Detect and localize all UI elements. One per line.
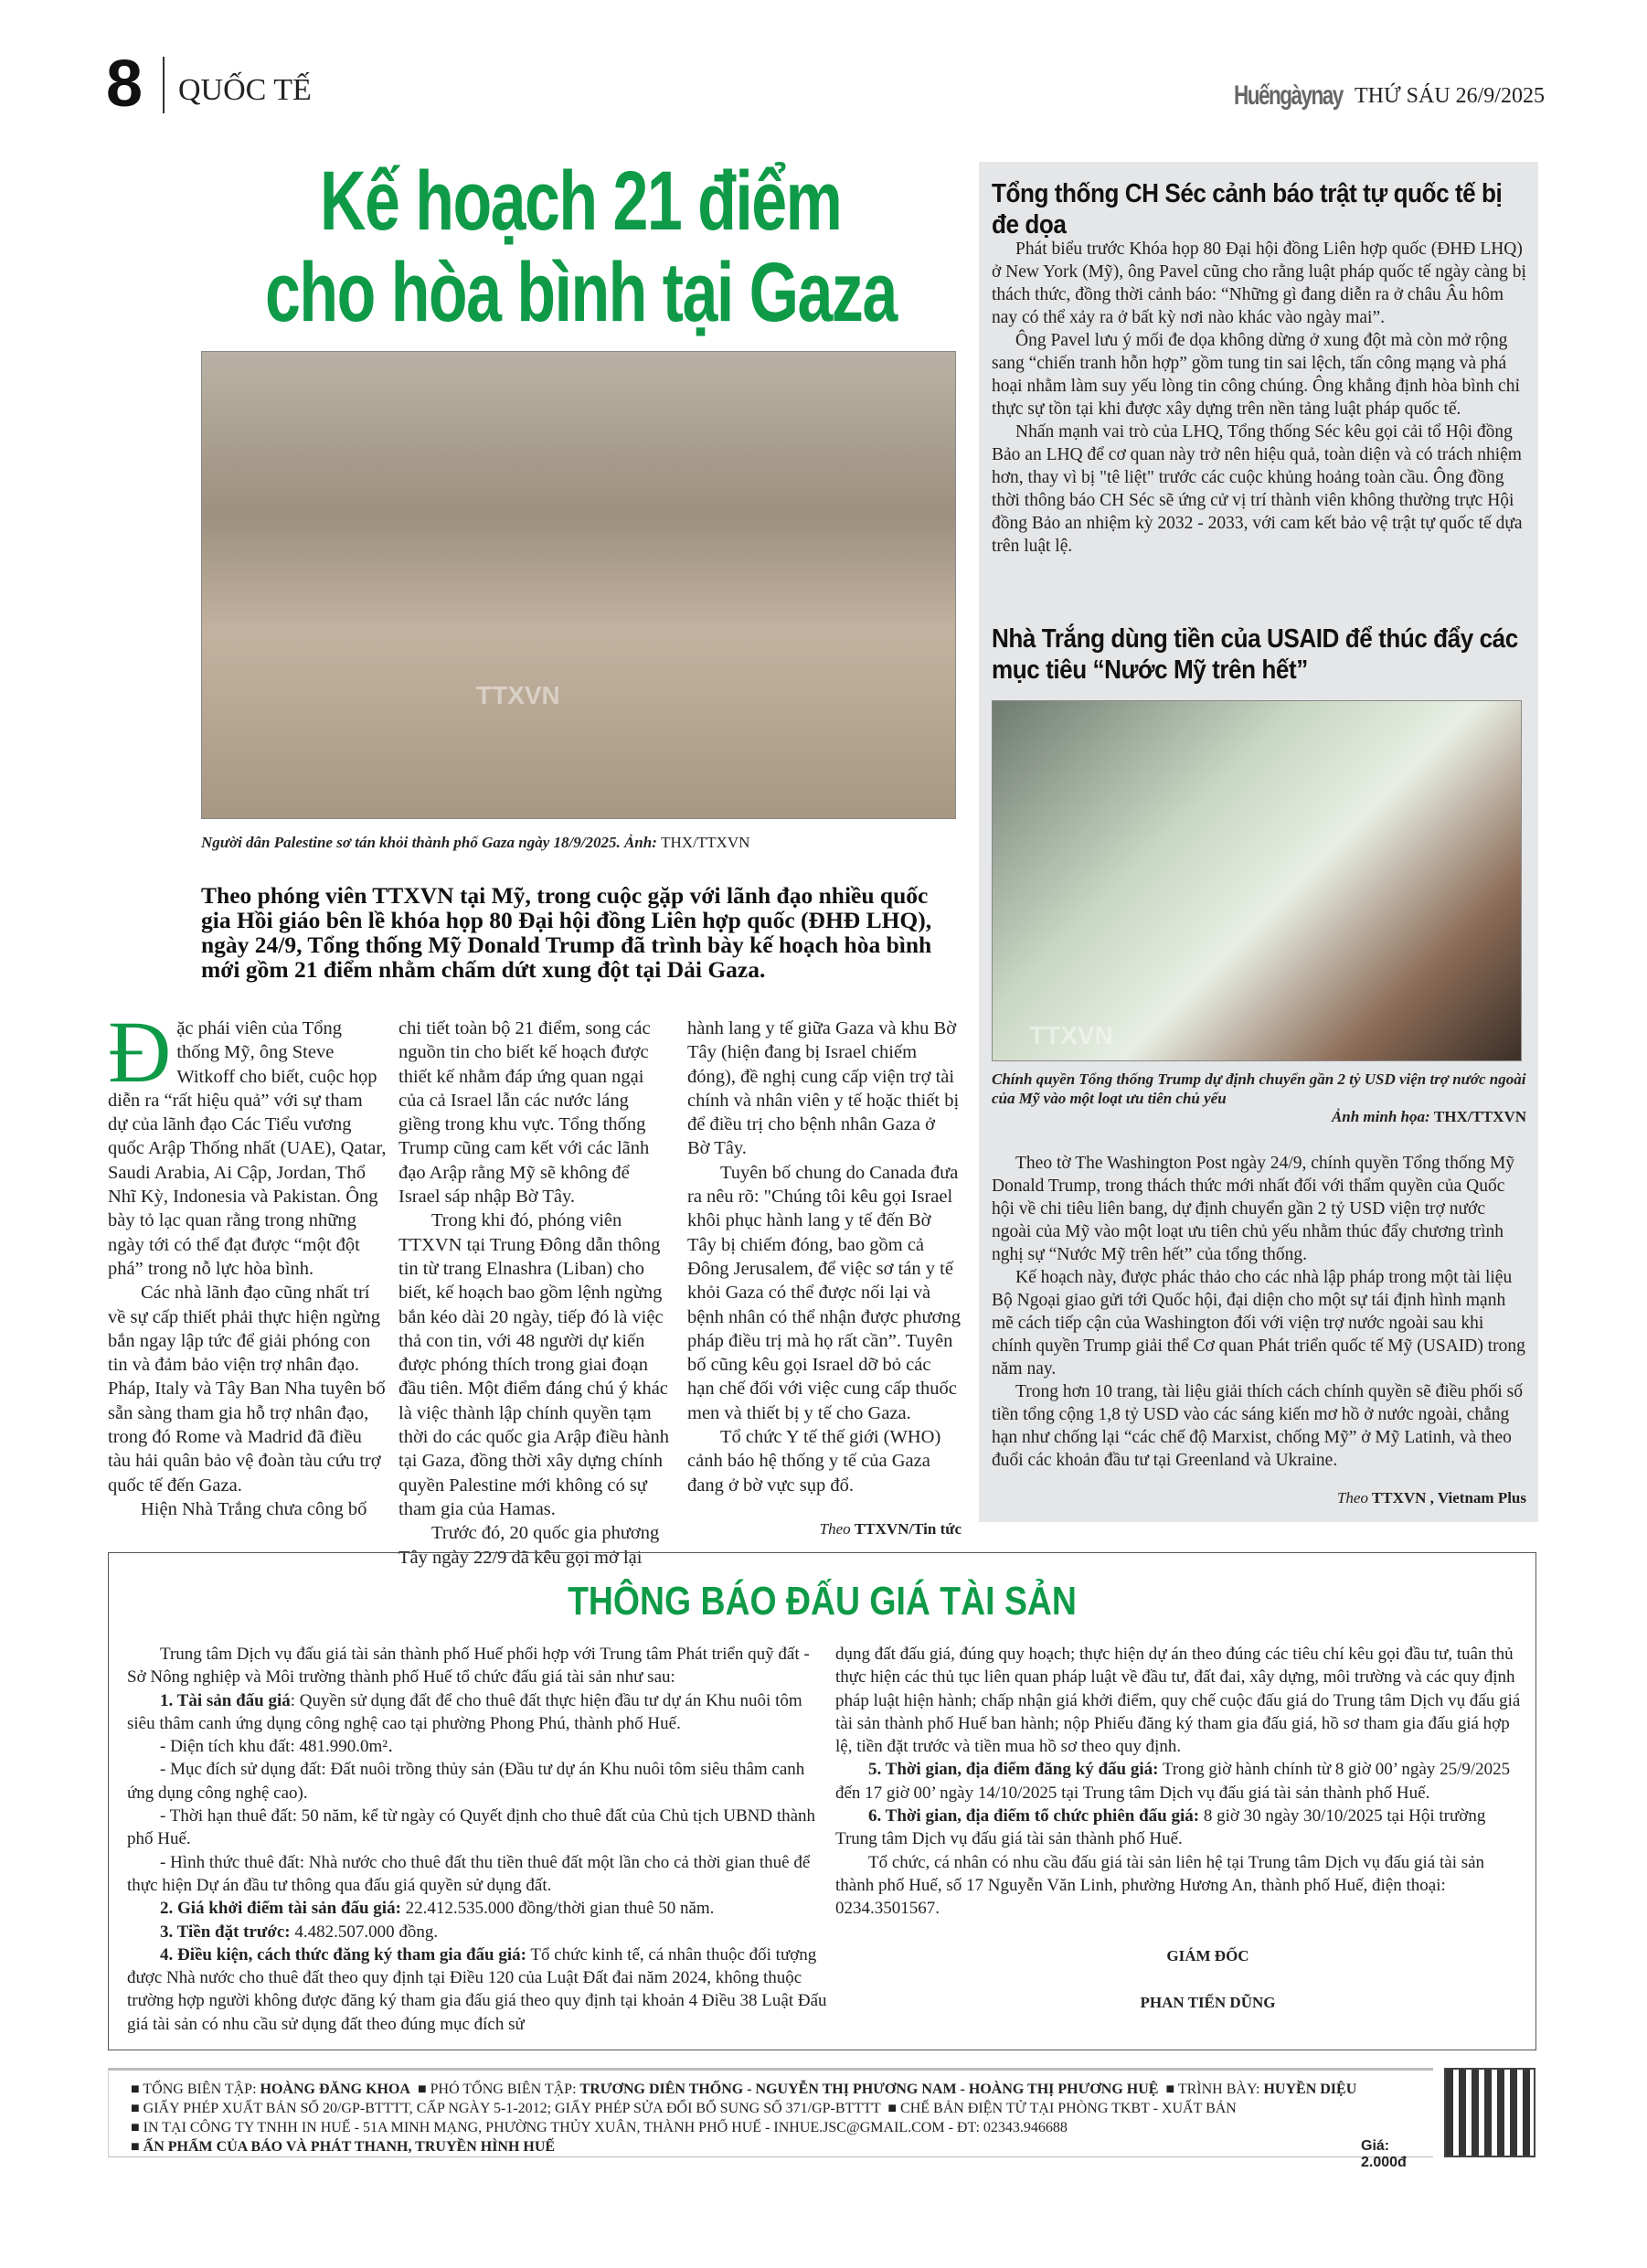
notice-column-2 [835, 1643, 1525, 2014]
paragraph: Tổ chức Y tế thế giới (WHO) cảnh báo hệ thống y tế của Gaza đang ở bờ vực sụp đổ. [687, 1427, 941, 1496]
item-text: : Quyền sử dụng đất để cho thuê đất thực hiện đầu tư dự án Khu nuôi tôm siêu thâm canh ứng dụng công nghệ cao tại phường Phong Phú, thành phố Huế. [127, 1690, 802, 1733]
credit-prefix: Ảnh minh họa: [1331, 1108, 1430, 1125]
paragraph [108, 1003, 387, 1281]
paragraph: Nhấn mạnh vai trò của LHQ, Tổng thống Séc kêu gọi cải tổ Hội đồng Bảo an LHQ để cơ quan này trở nên hiệu quả, toàn diện và có trách nhiệm hơn, thay vì bị "tê liệt" trước các cuộc khủng hoảng toàn cầu. Ông đồng thời thông báo CH Séc sẽ ứng cử vị trí thành viên không thường trực Hội đồng Bảo an nhiệm kỳ 2032 - 2033, với cam kết bảo vệ trật tự quốc tế dựa trên luật lệ. [992, 422, 1523, 556]
footer-line-2: ■ GIẤY PHÉP XUẤT BẢN SỐ 20/GP-BTTTT, CẤP NGÀY 5-1-2012; GIẤY PHÉP SỬA ĐỔI BỔ SUNG SỐ 371/GP-BTTTT ■ CHẾ BẢN ĐIỆN TỬ TẠI PHÒNG TKBT - XUẤT BẢN [131, 2099, 1237, 2118]
signer-name: PHAN TIẾN DŨNG [1140, 1993, 1276, 2011]
sidebar-news-box [979, 162, 1538, 1522]
source-prefix: Theo [819, 1519, 851, 1538]
item-label: 2. Giá khởi điểm tài sản đấu giá: [160, 1899, 401, 1919]
header-divider [163, 57, 165, 113]
paragraph: Trong hơn 10 trang, tài liệu giải thích cách chính quyền sẽ điều phối số tiền tổng cộng 1,8 tỷ USD vào các sáng kiến mơ hồ ở nước ngoài, chẳng hạn như chống lại “các chế độ Marxist, chống Mỹ” ở Mỹ Latinh, và theo đuổi các khoản đầu tư tại Greenland và Ukraine. [992, 1382, 1523, 1470]
signer-title: GIÁM ĐỐC [1166, 1946, 1249, 1965]
headline-line-1: Kế hoạch 21 điểm [319, 154, 842, 248]
footer-line-3: ■ IN TẠI CÔNG TY TNHH IN HUẾ - 51A MINH MẠNG, PHƯỜNG THỦY XUÂN, THÀNH PHỐ HUẾ - INHUE.JSC@GMAIL.COM - ĐT: 02343.946688 [131, 2118, 1068, 2137]
sidebar-story-1-body [992, 238, 1526, 558]
notice-purpose: - Mục đích sử dụng đất: Đất nuôi trồng thủy sản (Đầu tư dự án Khu nuôi tôm siêu thâm canh ứng dụng công nghệ cao). [127, 1760, 805, 1803]
sidebar-source [992, 1489, 1526, 1507]
sidebar-story-2-title: Nhà Trắng dùng tiền của USAID để thúc đẩy các mục tiêu “Nước Mỹ trên hết” [992, 624, 1518, 685]
issue-date: THỨ SÁU 26/9/2025 [1355, 84, 1545, 108]
notice-contact: Tổ chức, cá nhân có nhu cầu đấu giá tài sản liên hệ tại Trung tâm Dịch vụ đấu giá tài sản thành phố Huế, số 17 Nguyễn Văn Linh, phường Hương An, thành phố Huế, điện thoại: 0234.3501567. [835, 1852, 1485, 1919]
caption-credit: THX/TTXVN [661, 834, 750, 851]
notice-item-3 [127, 1921, 831, 1943]
value: HUYỀN DIỆU [1263, 2082, 1357, 2097]
item-text: 4.482.507.000 đồng. [290, 1922, 439, 1942]
item-label: 5. Thời gian, địa điểm đăng ký đấu giá: [868, 1760, 1159, 1780]
paragraph: Hiện Nhà Trắng chưa công bố [141, 1498, 367, 1519]
article-column-3 [687, 1017, 962, 1541]
item-label: 3. Tiền đặt trước: [160, 1922, 291, 1942]
page-number: 8 [106, 48, 143, 121]
paragraph: Trong khi đó, phóng viên TTXVN tại Trung Đông dẫn thông tin từ trang Elnashra (Liban) cho biết, kế hoạch bao gồm lệnh ngừng bắn kéo dài 20 ngày, tiếp đó là việc thả con tin, với 48 người dự kiến được phóng thích trong giai đoạn đầu tiên. Một điểm đáng chú ý khác là việc thành lập chính quyền tạm thời do các quốc gia Arập điều hành tại Gaza, đồng thời xây dựng chính quyền Palestine mới không có sự tham gia của Hamas. [398, 1210, 670, 1519]
source-name: TTXVN/Tin tức [854, 1519, 962, 1538]
label: TRÌNH BÀY: [1177, 2082, 1260, 2097]
item-label: 4. Điều kiện, cách thức đăng ký tham gia đấu giá: [160, 1944, 526, 1965]
notice-intro: Trung tâm Dịch vụ đấu giá tài sản thành phố Huế phối hợp với Trung tâm Phát triển quỹ đất - Sở Nông nghiệp và Môi trường thành phố Huế tổ chức đấu giá tài sản như sau: [127, 1645, 810, 1688]
paragraph: Tuyên bố chung do Canada đưa ra nêu rõ: "Chúng tôi kêu gọi Israel khôi phục hành lang y tế đến Bờ Tây bị chiếm đóng, bao gồm cả Đông Jerusalem, để việc sơ tán y tế khỏi Gaza có thể được nối lại và bệnh nhân có thể nhận được phương pháp điều trị mà họ rất cần”. Tuyên bố cũng kêu gọi Israel dỡ bỏ các hạn chế đối với việc cung cấp thuốc men và thiết bị y tế cho Gaza. [687, 1162, 961, 1423]
source-name: TTXVN , Vietnam Plus [1371, 1489, 1526, 1507]
caption-text: Người dân Palestine sơ tán khỏi thành phố Gaza ngày 18/9/2025. Ảnh: [201, 834, 657, 851]
photo-caption: Chính quyền Tổng thống Trump dự định chuyển gần 2 tỷ USD viện trợ nước ngoài của Mỹ vào một loạt ưu tiên chủ yếu [992, 1070, 1526, 1107]
price-label: Giá: 2.000đ [1361, 2138, 1407, 2170]
item-text: Trong giờ hành chính từ 8 giờ 00’ ngày 25/9/2025 đến 17 giờ 00’ ngày 14/10/2025 tại Trung tâm Dịch vụ đấu giá tài sản thành phố Huế. [835, 1760, 1511, 1803]
paragraph-text: ặc phái viên của Tổng thống Mỹ, ông Steve Witkoff cho biết, cuộc họp diễn ra “rất hiệu quả” với sự tham dự của lãnh đạo Các Tiểu vương quốc Arập Thống nhất (UAE), Qatar, Saudi Arabia, Ai Cập, Jordan, Thổ Nhĩ Kỳ, Indonesia và Pakistan. Ông bày tỏ lạc quan rằng trong những ngày tới có thể đạt được “một đột phá” trong nỗ lực hòa bình. [108, 1018, 387, 1279]
main-headline [183, 155, 978, 342]
value: TRƯƠNG DIÊN THỐNG - NGUYỄN THỊ PHƯƠNG NAM - HOÀNG THỊ PHƯƠNG HUỆ [579, 2082, 1159, 2097]
license: GIẤY PHÉP XUẤT BẢN SỐ 20/GP-BTTTT, CẤP NGÀY 5-1-2012; GIẤY PHÉP SỬA ĐỔI BỔ SUNG SỐ 371/GP-BTTTT [143, 2101, 881, 2116]
drop-cap: Đ [108, 1003, 172, 1101]
masthead-footer [108, 2068, 1433, 2170]
typeset: CHẾ BẢN ĐIỆN TỬ TẠI PHÒNG TKBT - XUẤT BẢN [900, 2101, 1237, 2116]
dollar-bills-photo [992, 700, 1522, 1061]
newspaper-logo: Huếngàynay [1234, 80, 1343, 111]
auction-notice-box [108, 1552, 1536, 2050]
paragraph: Ông Pavel lưu ý mối đe dọa không dừng ở xung đột mà còn mở rộng sang “chiến tranh hỗn hợp” gồm tung tin sai lệch, tấn công mạng và phá hoại nhằm làm suy yếu lòng tin công chúng. Ông khẳng định hòa bình chỉ thực sự tồn tại khi được xây dựng trên nền tảng luật pháp quốc tế. [992, 331, 1520, 419]
paragraph: Trước đó, 20 quốc gia phương Tây ngày 22/9 đã kêu gọi mở lại [398, 1523, 660, 1568]
notice-column-1 [127, 1643, 831, 2036]
notice-item-2 [127, 1897, 831, 1920]
footer-line-1: ■ TỔNG BIÊN TẬP: HOÀNG ĐĂNG KHOA ■ PHÓ TỔNG BIÊN TẬP: TRƯƠNG DIÊN THỐNG - NGUYỄN THỊ PHƯƠNG NAM - HOÀNG THỊ PHƯƠNG HUỆ ■ TRÌNH BÀY: HUYỀN DIỆU [131, 2080, 1356, 2099]
article-source [687, 1517, 962, 1541]
notice-item-4 [127, 1943, 831, 2036]
qr-code-icon[interactable] [1444, 2068, 1535, 2157]
paragraph: hành lang y tế giữa Gaza và khu Bờ Tây (hiện đang bị Israel chiếm đóng), đề nghị cung cấp viện trợ tài chính và nhân viên y tế hoặc thiết bị để điều trị cho bệnh nhân Gaza ở Bờ Tây. [687, 1018, 960, 1159]
headline-line-2: cho hòa bình tại Gaza [264, 246, 897, 339]
credit-name: THX/TTXVN [1433, 1108, 1526, 1125]
source-prefix: Theo [1336, 1489, 1368, 1507]
label: TỔNG BIÊN TẬP: [143, 2082, 257, 2097]
photo-credit [992, 1108, 1526, 1126]
item-text: Tổ chức kinh tế, cá nhân thuộc đối tượng được Nhà nước cho thuê đất theo quy định tại Điều 120 của Luật Đất đai năm 2024, không thuộc trường hợp người không được đăng ký tham gia đấu giá theo quy định tại khoản 4 Điều 38 Luật Đấu giá tài sản có nhu cầu sử dụng đất theo đúng mục đích sử [127, 1944, 827, 2034]
notice-title: THÔNG BÁO ĐẤU GIÁ TÀI SẢN [568, 1579, 1077, 1624]
notice-item-5 [835, 1758, 1525, 1805]
gaza-evacuation-photo [201, 351, 956, 819]
paragraph: Theo tờ The Washington Post ngày 24/9, chính quyền Tổng thống Mỹ Donald Trump, trong thách thức mới nhất đối với thẩm quyền của Quốc hội về chi tiêu liên bang, dự định chuyển gần 2 tỷ USD viện trợ nước ngoài của Mỹ vào một loạt ưu tiên chủ yếu nhằm thúc đẩy chương trình nghị sự “Nước Mỹ trên hết” của tổng thống. [992, 1154, 1515, 1264]
notice-area: - Diện tích khu đất: 481.990.0m²․ [160, 1737, 394, 1757]
article-lead: Theo phóng viên TTXVN tại Mỹ, trong cuộc gặp với lãnh đạo nhiều quốc gia Hồi giáo bên lề khóa họp 80 Đại hội đồng Liên hợp quốc (ĐHĐ LHQ), ngày 24/9, Tổng thống Mỹ Donald Trump đã trình bày kế hoạch hòa bình mới gồm 21 điểm nhằm chấm dứt xung đột tại Dải Gaza. [201, 882, 932, 983]
sidebar-story-1-title: Tổng thống CH Séc cảnh báo trật tự quốc tế bị đe dọa [992, 179, 1503, 240]
item-label: 6. Thời gian, địa điểm tổ chức phiên đấu giá: [868, 1806, 1200, 1826]
notice-term: - Thời hạn thuê đất: 50 năm, kể từ ngày có Quyết định cho thuê đất của Chủ tịch UBND thành phố Huế. [127, 1806, 816, 1849]
notice-item-4-cont: dụng đất đấu giá, đúng quy hoạch; thực hiện dự án theo đúng các tiêu chí kêu gọi đầu tư, tuân thủ thực hiện các thủ tục liên quan pháp luật về đầu tư, đất đai, xây dựng, môi trường và các quy định pháp luật hiện hành; chấp nhận giá khởi điểm, quy chế cuộc đấu giá do Trung tâm Dịch vụ đấu giá tài sản thành phố Huế ban hành; nộp Phiếu đăng ký tham gia đấu giá, hồ sơ tham gia đấu giá hợp lệ, tiền đặt trước và tiền mua hồ sơ theo quy định. [835, 1645, 1521, 1757]
photo-watermark: TTXVN [476, 681, 560, 709]
photo-caption [201, 834, 969, 852]
notice-item-1 [127, 1689, 831, 1736]
footer-line-4: ■ ẤN PHẨM CỦA BÁO VÀ PHÁT THANH, TRUYỀN HÌNH HUẾ [131, 2137, 555, 2156]
paragraph: chi tiết toàn bộ 21 điểm, song các nguồn tin cho biết kế hoạch được thiết kế nhằm đáp ứng quan ngại của cả Israel lẫn các nước láng giềng trong khu vực. Tổng thống Trump cũng cam kết với các lãnh đạo Arập rằng Mỹ sẽ không để Israel sáp nhập Bờ Tây. [398, 1018, 651, 1208]
paragraph: Kế hoạch này, được phác thảo cho các nhà lập pháp trong một tài liệu Bộ Ngoại giao gửi tới Quốc hội, đại diện cho một sự tái định hình mạnh mẽ cách tiếp cận của Washington đối với viện trợ nước ngoài sau khi chính quyền Trump giải thể Cơ quan Phát triển quốc tế Mỹ (USAID) trong năm nay. [992, 1268, 1525, 1379]
article-column-2 [398, 1017, 673, 1570]
notice-form: - Hình thức thuê đất: Nhà nước cho thuê đất thu tiền thuê đất một lần cho cả thời gian thuê để thực hiện Dự án đầu tư thông qua đấu giá quyền sử dụng đất. [127, 1852, 811, 1895]
item-text: 22.412.535.000 đồng/thời gian thuê 50 năm. [400, 1899, 715, 1919]
notice-item-6 [835, 1805, 1525, 1851]
item-label: 1. Tài sản đấu giá [160, 1690, 291, 1710]
article-column-1 [108, 1003, 387, 1521]
sidebar-story-2-body [992, 1152, 1526, 1472]
label: PHÓ TỔNG BIÊN TẬP: [430, 2082, 577, 2097]
value: HOÀNG ĐĂNG KHOA [260, 2082, 410, 2097]
section-name: QUỐC TẾ [178, 73, 312, 107]
paragraph: Các nhà lãnh đạo cũng nhất trí về sự cấp thiết phải thực hiện ngừng bắn ngay lập tức để giải phóng con tin và đảm bảo viện trợ nhân đạo. Pháp, Italy và Tây Ban Nha tuyên bố sẵn sàng tham gia hỗ trợ nhân đạo, trong đó Rome và Madrid đã điều tàu hải quân bảo vệ đoàn tàu cứu trợ quốc tế đến Gaza. [108, 1283, 386, 1496]
photo-watermark: TTXVN [1029, 1021, 1113, 1049]
item-text: 8 giờ 30 ngày 30/10/2025 tại Hội trường Trung tâm Dịch vụ đấu giá tài sản thành phố Huế. [835, 1806, 1486, 1849]
paragraph: Phát biểu trước Khóa họp 80 Đại hội đồng Liên hợp quốc (ĐHĐ LHQ) ở New York (Mỹ), ông Pavel cũng cho rằng luật pháp quốc tế ngày càng bị thách thức, đồng thời cảnh báo: “Những gì đang diễn ra ở châu Âu hôm nay có thể xảy ra ở bất kỳ nơi nào khác vào ngày mai”. [992, 240, 1526, 327]
